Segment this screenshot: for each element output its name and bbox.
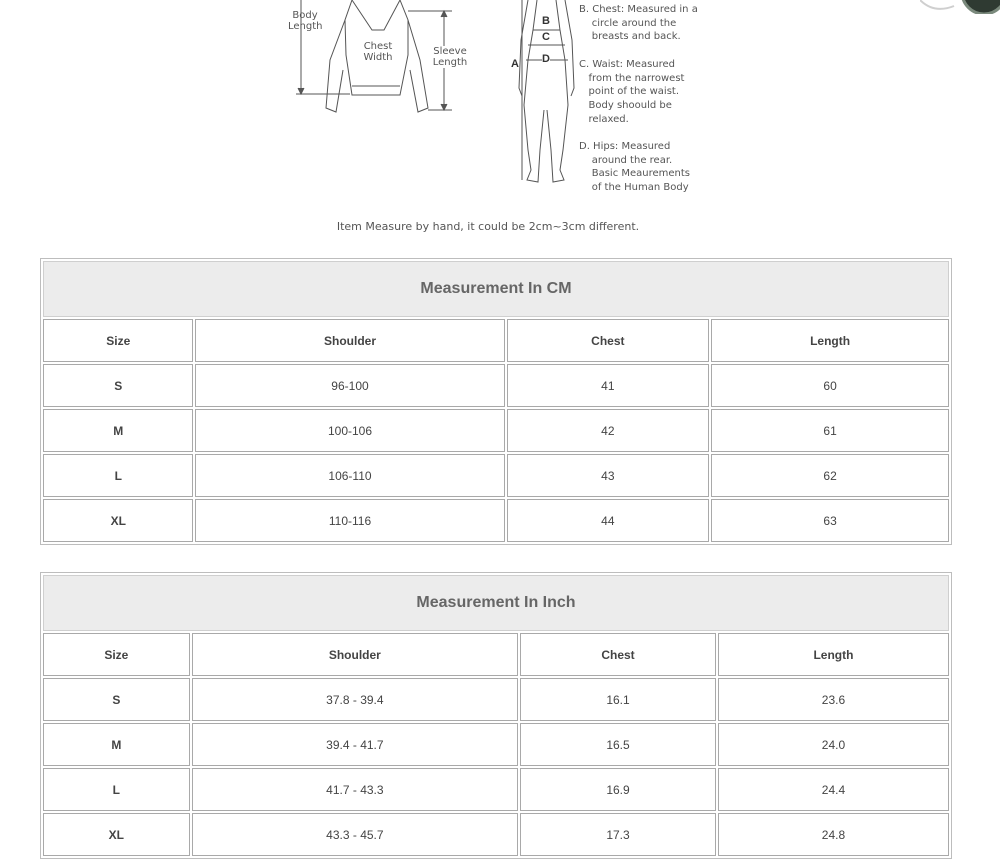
chest-cell: 16.5 bbox=[520, 723, 716, 766]
figure-letter-d: D bbox=[542, 53, 550, 65]
length-cell: 62 bbox=[711, 454, 949, 497]
figure-letter-b: B bbox=[542, 15, 550, 27]
shoulder-cell: 37.8 - 39.4 bbox=[192, 678, 518, 721]
size-cell: L bbox=[43, 768, 190, 811]
column-header-chest: Chest bbox=[507, 319, 710, 362]
length-cell: 24.4 bbox=[718, 768, 949, 811]
chest-cell: 16.9 bbox=[520, 768, 716, 811]
table-row bbox=[43, 499, 949, 542]
legend-hips: D. Hips: Measured around the rear. Basic Meaurements of the Human Body bbox=[579, 141, 691, 194]
size-cell: S bbox=[43, 364, 193, 407]
figure-letter-a: A bbox=[511, 58, 519, 70]
size-cell: XL bbox=[43, 499, 193, 542]
table-row bbox=[43, 768, 949, 811]
length-cell: 61 bbox=[711, 409, 949, 452]
legend-chest: B. Chest: Measured in a circle around the breasts and back. bbox=[579, 4, 698, 43]
column-header-chest: Chest bbox=[520, 633, 716, 676]
size-cell: XL bbox=[43, 813, 190, 856]
table-row bbox=[43, 409, 949, 452]
shoulder-cell: 100-106 bbox=[195, 409, 504, 452]
figure-letter-c: C bbox=[542, 31, 550, 43]
size-cell: L bbox=[43, 454, 193, 497]
corner-widget-icon bbox=[920, 0, 1000, 14]
chest-cell: 17.3 bbox=[520, 813, 716, 856]
chest-cell: 16.1 bbox=[520, 678, 716, 721]
table-row bbox=[43, 364, 949, 407]
measurement-diagram bbox=[0, 0, 1000, 215]
table-row bbox=[43, 813, 949, 856]
table-row bbox=[43, 723, 949, 766]
shoulder-cell: 39.4 - 41.7 bbox=[192, 723, 518, 766]
length-cell: 60 bbox=[711, 364, 949, 407]
shoulder-cell: 43.3 - 45.7 bbox=[192, 813, 518, 856]
shoulder-cell: 96-100 bbox=[195, 364, 504, 407]
sleeve-length-label: Sleeve Length bbox=[430, 46, 470, 68]
legend-waist: C. Waist: Measured from the narrowest point of the waist. Body shoould be relaxed. bbox=[579, 59, 685, 125]
chest-width-label: Chest Width bbox=[360, 41, 396, 63]
column-header-size: Size bbox=[43, 633, 190, 676]
shoulder-cell: 41.7 - 43.3 bbox=[192, 768, 518, 811]
column-header-length: Length bbox=[711, 319, 949, 362]
measure-note: Item Measure by hand, it could be 2cm~3cm different. bbox=[336, 220, 640, 233]
column-header-length: Length bbox=[718, 633, 949, 676]
table-row bbox=[43, 678, 949, 721]
shoulder-cell: 110-116 bbox=[195, 499, 504, 542]
length-cell: 24.0 bbox=[718, 723, 949, 766]
size-table-cm bbox=[40, 258, 952, 545]
table-title: Measurement In Inch bbox=[43, 575, 949, 631]
shoulder-cell: 106-110 bbox=[195, 454, 504, 497]
table-row bbox=[43, 454, 949, 497]
size-table-inch bbox=[40, 572, 952, 859]
chest-cell: 42 bbox=[507, 409, 710, 452]
size-cell: M bbox=[43, 409, 193, 452]
body-length-label: Body Length bbox=[288, 10, 323, 32]
length-cell: 24.8 bbox=[718, 813, 949, 856]
length-cell: 63 bbox=[711, 499, 949, 542]
column-header-shoulder: Shoulder bbox=[192, 633, 518, 676]
length-cell: 23.6 bbox=[718, 678, 949, 721]
table-title: Measurement In CM bbox=[43, 261, 949, 317]
human-body-sketch bbox=[519, 0, 574, 182]
size-cell: S bbox=[43, 678, 190, 721]
column-header-size: Size bbox=[43, 319, 193, 362]
chest-cell: 41 bbox=[507, 364, 710, 407]
column-header-shoulder: Shoulder bbox=[195, 319, 504, 362]
chest-cell: 43 bbox=[507, 454, 710, 497]
chest-cell: 44 bbox=[507, 499, 710, 542]
size-cell: M bbox=[43, 723, 190, 766]
garment-and-body-illustration bbox=[0, 0, 1000, 215]
